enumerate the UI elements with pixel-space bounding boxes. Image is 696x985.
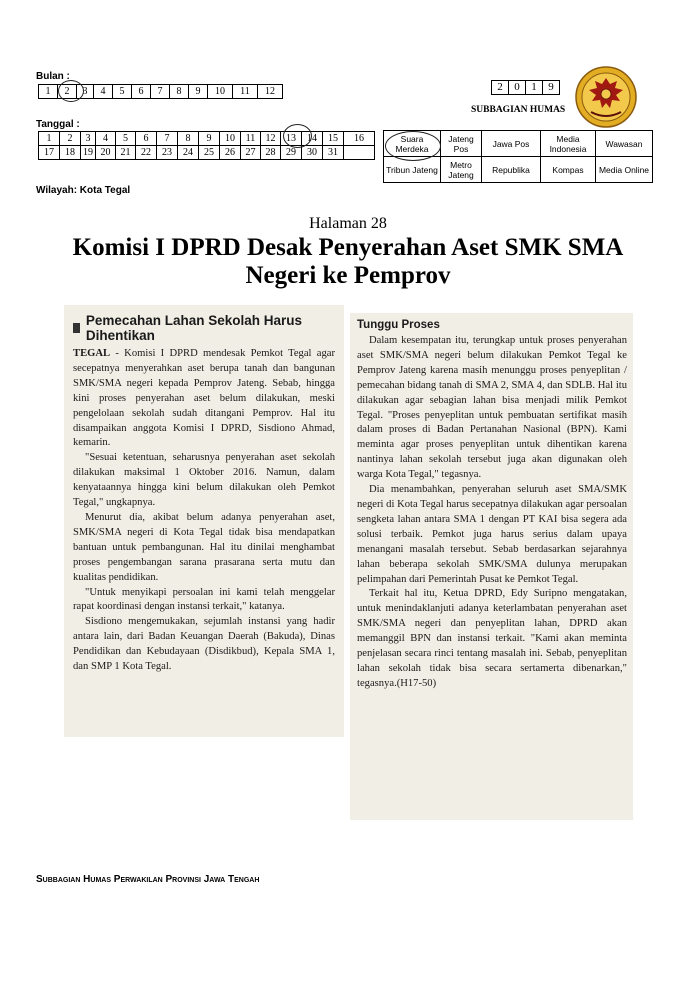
date-cell: 16 [344, 132, 375, 146]
year-digit: 0 [509, 81, 526, 95]
date-cell: 20 [96, 146, 116, 160]
date-cell: 18 [60, 146, 81, 160]
date-cell: 24 [178, 146, 199, 160]
date-cell: 26 [220, 146, 241, 160]
media-cell: Metro Jateng [441, 157, 482, 183]
date-cell: 31 [323, 146, 344, 160]
month-cell: 6 [132, 85, 151, 99]
paragraph-text: - Komisi I DPRD mendesak Pemkot Tegal agar secepatnya menyerahkan aset berupa tanah dan bangunan SMK/SMA negeri kepada Pemprov Jateng. Sebab, hingga kini proses penyerahan aset belum dilakukan, meski pengelolaan sekolah sudah ditangani Pemprov. Hal itu disampaikan anggota Komisi I DPRD, Sisdiono Ahmad, kemarin. [73, 348, 335, 449]
clipping-paragraph: Dalam kesempatan itu, terungkap untuk proses penyerahan aset SMK/SMA negeri belum dilakukan Pemkot Tegal ke Pemprov Jateng karena masih menunggu proses penyeplitan / pemecahan bidang tanah di SMA 2, SMA 4, dan SDLB. Hal itu dilakukan agar sebagian lahan bisa menjadi milik Pemkot Tegal. "Proses penyeplitan untuk pembuatan sertifikat masih dalam proses di Badan Pertanahan Nasional (BPN). Kami meminta agar proses penyeplitan untuk dihentikan karena nantinya lahan sekolah tersebut juga akan digunakan oleh warga Kota Tegal," tegasnya. [357, 335, 627, 481]
date-cell: 27 [241, 146, 261, 160]
year-digit: 2 [492, 81, 509, 95]
date-cell: 5 [116, 132, 136, 146]
date-cell: 30 [302, 146, 323, 160]
media-cell: Jateng Pos [441, 131, 482, 157]
date-cell: 6 [136, 132, 157, 146]
media-cell: Kompas [541, 157, 596, 183]
month-cell: 1 [39, 85, 58, 99]
clipping-paragraph: Menurut dia, akibat belum adanya penyerahan aset, SMK/SMA negeri di Kota Tegal tidak bisa mendapatkan bantuan untuk pembangunan. Hal itu dinilai menghambat proses pengembangan sarana prasarana serta mutu dan kualitas pendidikan. [73, 511, 335, 583]
date-cell: 22 [136, 146, 157, 160]
media-grid [383, 130, 653, 183]
date-cell: 7 [157, 132, 178, 146]
clipping-subheading: Tunggu Proses [357, 319, 440, 331]
media-cell: Republika [482, 157, 541, 183]
clipping-paragraph [73, 347, 335, 451]
date-cell: 28 [261, 146, 281, 160]
clipping-paragraph: Terkait hal itu, Ketua DPRD, Edy Suripno mengatakan, untuk menindaklanjuti adanya keterlambatan penyerahan aset SMK/SMA negeri dan penyeplitan lahan, DPRD akan memanggil BPN dan instansi terkait. "Kami akan meminta penjelasan secara rinci tentang masalah ini. Sebab, penyeplitan lahan sekolah tidak bisa secara sertamerta dibenarkan," tegasnya.(H17-50) [357, 588, 627, 689]
month-cell: 3 [77, 85, 94, 99]
month-cell: 12 [258, 85, 283, 99]
clipping-paragraph: "Sesuai ketentuan, seharusnya penyerahan aset sekolah dilakukan maksimal 1 Oktober 2016. Namun, dalam kenyataannya hingga kini belum dilakukan oleh Pemkot Tegal," ungkapnya. [73, 452, 335, 509]
bulan-label: Bulan : [36, 71, 70, 82]
month-grid [38, 84, 283, 99]
date-cell: 3 [81, 132, 96, 146]
month-cell: 5 [113, 85, 132, 99]
date-cell-selected: 13 [281, 132, 302, 146]
date-cell: 8 [178, 132, 199, 146]
clipping-headline [73, 313, 335, 343]
month-cell: 11 [233, 85, 258, 99]
date-grid [38, 131, 375, 160]
date-cell: 19 [81, 146, 96, 160]
month-cell: 9 [189, 85, 208, 99]
month-cell: 8 [170, 85, 189, 99]
clipping-right-column [350, 313, 633, 820]
month-cell: 7 [151, 85, 170, 99]
clipping-headline-text: Pemecahan Lahan Sekolah Harus Dihentikan [85, 313, 302, 343]
date-cell: 15 [323, 132, 344, 146]
date-cell: 21 [116, 146, 136, 160]
date-cell: 1 [39, 132, 60, 146]
date-cell: 9 [199, 132, 220, 146]
dateline: TEGAL [73, 348, 111, 359]
footer-text: Subbagian Humas Perwakilan Provinsi Jawa Tengah [36, 874, 260, 885]
month-cell-selected: 2 [58, 85, 77, 99]
media-cell: Wawasan [596, 131, 653, 157]
media-cell: Media Indonesia [541, 131, 596, 157]
article-title: Komisi I DPRD Desak Penyerahan Aset SMK SMA Negeri ke Pemprov [72, 234, 624, 289]
media-cell-selected: Suara Merdeka [384, 131, 441, 157]
date-cell: 2 [60, 132, 81, 146]
date-cell-empty [344, 146, 375, 160]
tanggal-label: Tanggal : [36, 119, 80, 130]
media-cell: Tribun Jateng [384, 157, 441, 183]
date-cell: 29 [281, 146, 302, 160]
dprd-emblem-icon [575, 66, 637, 128]
month-cell: 10 [208, 85, 233, 99]
clipping-left-column [64, 305, 344, 737]
date-cell: 11 [241, 132, 261, 146]
year-digit: 1 [526, 81, 543, 95]
media-cell: Media Online [596, 157, 653, 183]
page-number: Halaman 28 [309, 215, 387, 232]
date-cell: 12 [261, 132, 281, 146]
date-cell: 14 [302, 132, 323, 146]
date-cell: 10 [220, 132, 241, 146]
date-cell: 25 [199, 146, 220, 160]
clipping-paragraph: "Untuk menyikapi persoalan ini kami telah menggelar rapat koordinasi dengan instansi terkait," katanya. [73, 586, 335, 613]
clipping-paragraph: Dia menambahkan, penyerahan seluruh aset SMA/SMK negeri di Kota Tegal harus secepatnya dilakukan agar persoalan sengketa lahan antara SMA 1 dengan PT KAI bisa segera ada solusi terbaik. Pemkot juga harus serius dalam upaya menangani masalah tersebut. Sebab berdasarkan sejarahnya lahan beberapa sekolah SMK/SMA dulunya merupakan pelimpahan dari Pemerintah Pusat ke Pemkot Tegal. [357, 484, 627, 585]
headline-marker-icon [73, 323, 80, 333]
month-cell: 4 [94, 85, 113, 99]
year-digit: 9 [543, 81, 560, 95]
date-cell: 17 [39, 146, 60, 160]
date-cell: 4 [96, 132, 116, 146]
clipping-paragraph: Sisdiono mengemukakan, sejumlah instansi yang hadir antara lain, dari Badan Keuangan Daerah (Bakuda), Dinas Pendidikan dan Kebudayaan (Disdikbud), Kepala SMA 1, dan SMP 1 Kota Tegal. [73, 616, 335, 673]
year-grid [491, 80, 560, 95]
date-cell: 23 [157, 146, 178, 160]
wilayah-label: Wilayah: Kota Tegal [36, 185, 131, 196]
media-cell: Jawa Pos [482, 131, 541, 157]
department-label: SUBBAGIAN HUMAS [471, 105, 566, 115]
